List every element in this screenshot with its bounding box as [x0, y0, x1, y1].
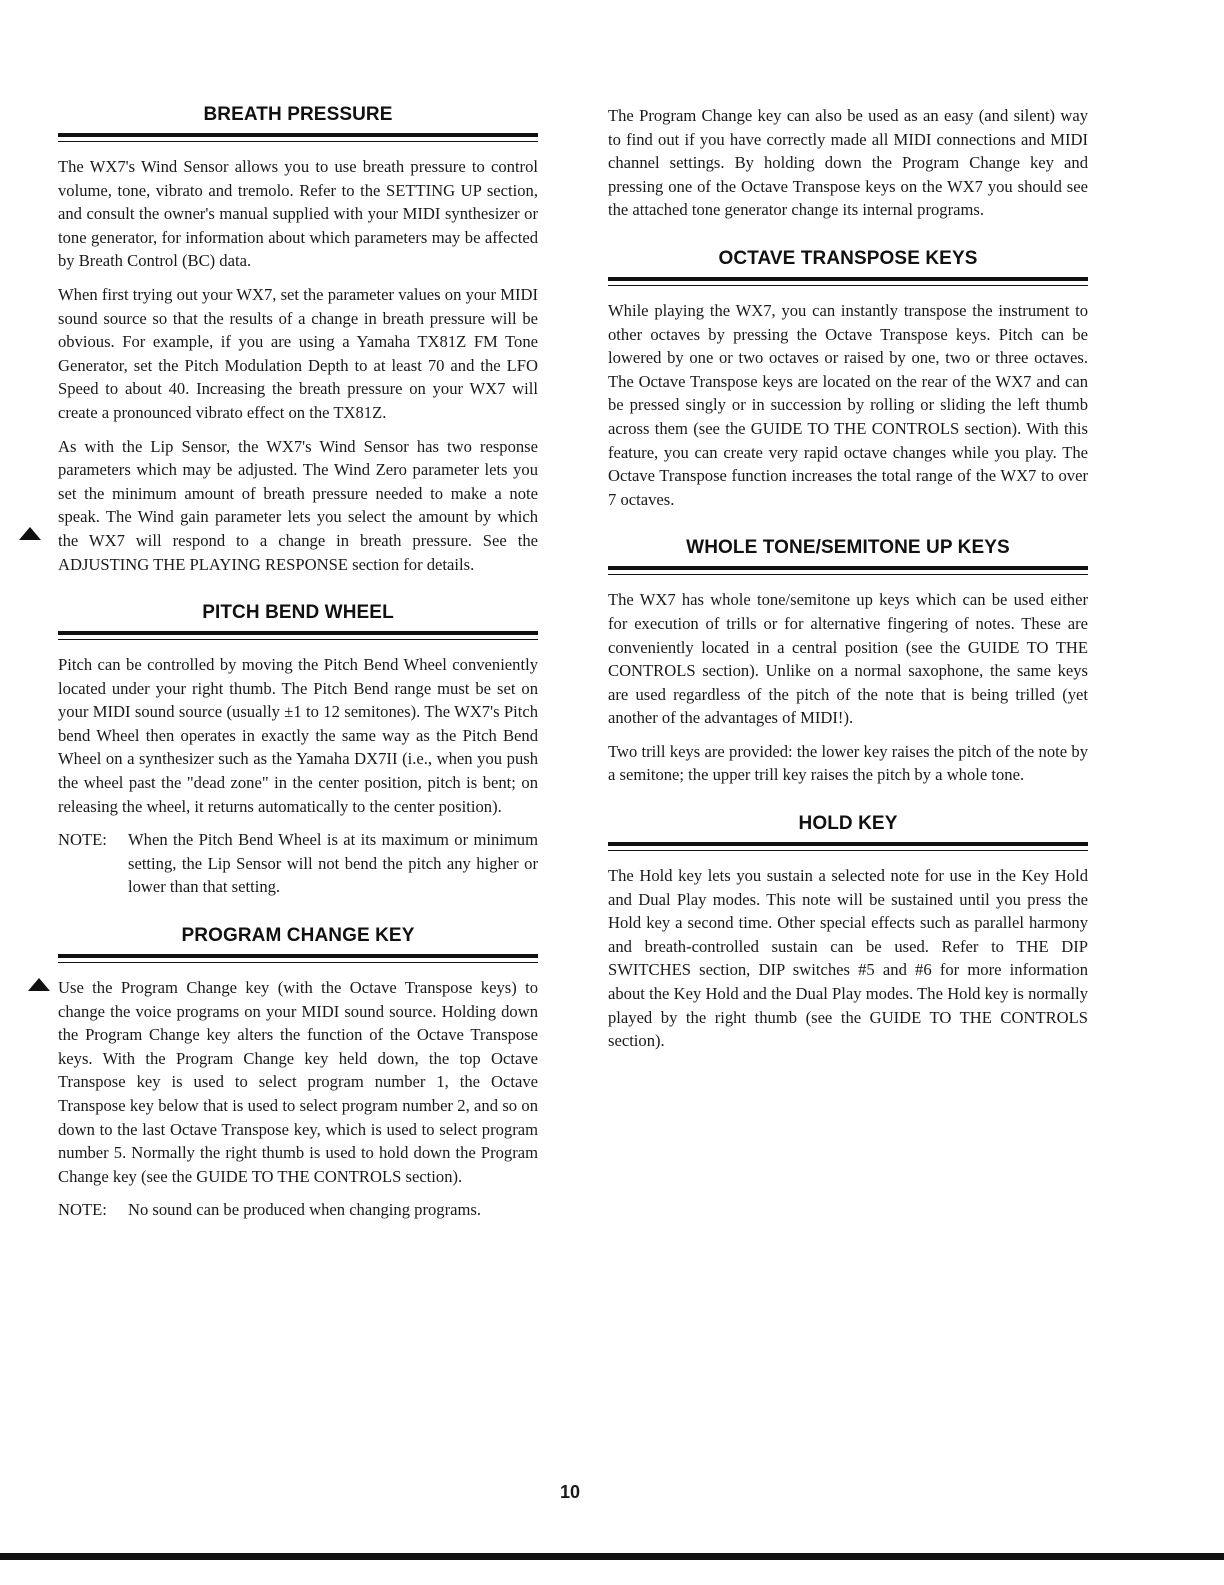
- section-breath-pressure: [58, 104, 538, 576]
- heading-program-change-key: PROGRAM CHANGE KEY: [181, 925, 415, 947]
- heading-breath-pressure: BREATH PRESSURE: [203, 104, 393, 125]
- note-block: [58, 1198, 538, 1222]
- heading-rule: [608, 277, 1088, 286]
- heading-hold-key: HOLD KEY: [798, 813, 898, 835]
- paragraph: When first trying out your WX7, set the parameter values on your MIDI sound source so that the results of a change in breath pressure will be obvious. For example, if you are using a Yamaha TX81Z FM Tone Generator, set the Pitch Modulation Depth to at least 70 and the LFO Speed to about 40. Increasing the breath pressure on your WX7 will create a pronounced vibrato effect on the TX81Z.: [58, 284, 538, 422]
- heading-octave-transpose-keys: OCTAVE TRANSPOSE KEYS: [718, 247, 978, 269]
- paragraph: Use the Program Change key (with the Octave Transpose keys) to change the voice programs on your MIDI sound source. Holding down the Program Change key alters the function of the Octave Transpose keys. With the Program Change key held down, the top Octave Transpose key is used to select program number 1, the Octave Transpose key below that is used to select program number 2, and so on down to the last Octave Transpose key, which is used to select program number 5. Normally the right thumb is used to hold down the Program Change key (see the GUIDE TO THE CONTROLS section).: [58, 978, 538, 1186]
- paragraph: As with the Lip Sensor, the WX7's Wind Sensor has two response parameters which may be adjusted. The Wind Zero parameter lets you set the minimum amount of breath pressure needed to make a note speak. The Wind gain parameter lets you select the amount by which the WX7 will respond to a change in breath pressure. See the ADJUSTING THE PLAYING RESPONSE section for details.: [58, 436, 538, 574]
- left-column: [58, 104, 538, 1232]
- section-program-change-key: [58, 925, 538, 1222]
- paragraph: The Hold key lets you sustain a selected note for use in the Key Hold and Dual Play modes. This note will be sustained until you press the Hold key a second time. Other special effects such as parallel harmony and breath-controlled sustain can be used. Refer to THE DIP SWITCHES section, DIP switches #5 and #6 for more information about the Key Hold and the Dual Play modes. The Hold key is normally played by the right thumb (see the GUIDE TO THE CONTROLS section).: [608, 866, 1088, 1051]
- paragraph: The WX7's Wind Sensor allows you to use breath pressure to control volume, tone, vibrato and tremolo. Refer to the SETTING UP section, and consult the owner's manual supplied with your MIDI synthesizer or tone generator, for information about which parameters may be affected by Breath Control (BC) data.: [58, 157, 538, 271]
- right-column: [608, 104, 1088, 1063]
- paragraph: While playing the WX7, you can instantly transpose the instrument to other octaves by pressing the Octave Transpose keys. Pitch can be lowered by one or two octaves or raised by one, two or three octaves. The Octave Transpose keys are located on the rear of the WX7 and can be pressed singly or in succession by rolling or sliding the left thumb across them (see the GUIDE TO THE CONTROLS section). With this feature, you can create very rapid octave changes while you play. The Octave Transpose function increases the total range of the WX7 to over 7 octaves.: [608, 300, 1088, 509]
- note-label: NOTE:: [58, 1200, 107, 1220]
- heading-pitch-bend-wheel: PITCH BEND WHEEL: [202, 602, 394, 624]
- intro-paragraph: The Program Change key can also be used as an easy (and silent) way to find out if you have correctly made all MIDI connections and MIDI channel settings. By holding down the Program Change key and pressing one of the Octave Transpose keys on the WX7 you should see the attached tone generator change its internal programs.: [608, 106, 1088, 220]
- heading-rule: [58, 631, 538, 640]
- paragraph: Pitch can be controlled by moving the Pitch Bend Wheel conveniently located under your right thumb. The Pitch Bend range must be set on your MIDI sound source (usually ±1 to 12 semitones). The WX7's Pitch bend Wheel then operates in exactly the same way as the Pitch Bend Wheel on a synthesizer such as the Yamaha DX7II (i.e., when you push the wheel past the "dead zone" in the center position, pitch is bent; on releasing the wheel, it returns automatically to the center position).: [58, 655, 538, 816]
- page-number: 10: [559, 1482, 581, 1502]
- heading-rule: [608, 566, 1088, 575]
- note-block: [58, 828, 538, 899]
- section-whole-tone-semitone-up-keys: [608, 537, 1088, 787]
- note-text: No sound can be produced when changing programs.: [128, 1200, 481, 1220]
- heading-rule: [608, 842, 1088, 851]
- paragraph: Two trill keys are provided: the lower key raises the pitch of the note by a semitone; the upper trill key raises the pitch by a whole tone.: [608, 741, 1088, 785]
- margin-marker-note-icon: [28, 978, 50, 991]
- section-pitch-bend-wheel: [58, 602, 538, 899]
- margin-marker-wind-icon: [19, 527, 41, 540]
- section-octave-transpose-keys: [608, 248, 1088, 511]
- note-label: NOTE:: [58, 830, 107, 850]
- note-text: When the Pitch Bend Wheel is at its maximum or minimum setting, the Lip Sensor will not bend the pitch any higher or lower than that setting.: [128, 830, 538, 897]
- heading-rule: [58, 133, 538, 142]
- paragraph: The WX7 has whole tone/semitone up keys which can be used either for execution of trills or for alternative fingering of notes. These are conveniently located in a central position (see the GUIDE TO THE CONTROLS section). Unlike on a normal saxophone, the same keys are used regardless of the pitch of the note that is being trilled (yet another of the advantages of MIDI!).: [608, 590, 1088, 728]
- section-hold-key: [608, 813, 1088, 1053]
- bottom-border-bar: [0, 1553, 1224, 1560]
- heading-whole-tone-semitone-up-keys: WHOLE TONE/SEMITONE UP KEYS: [686, 537, 1010, 559]
- heading-rule: [58, 954, 538, 963]
